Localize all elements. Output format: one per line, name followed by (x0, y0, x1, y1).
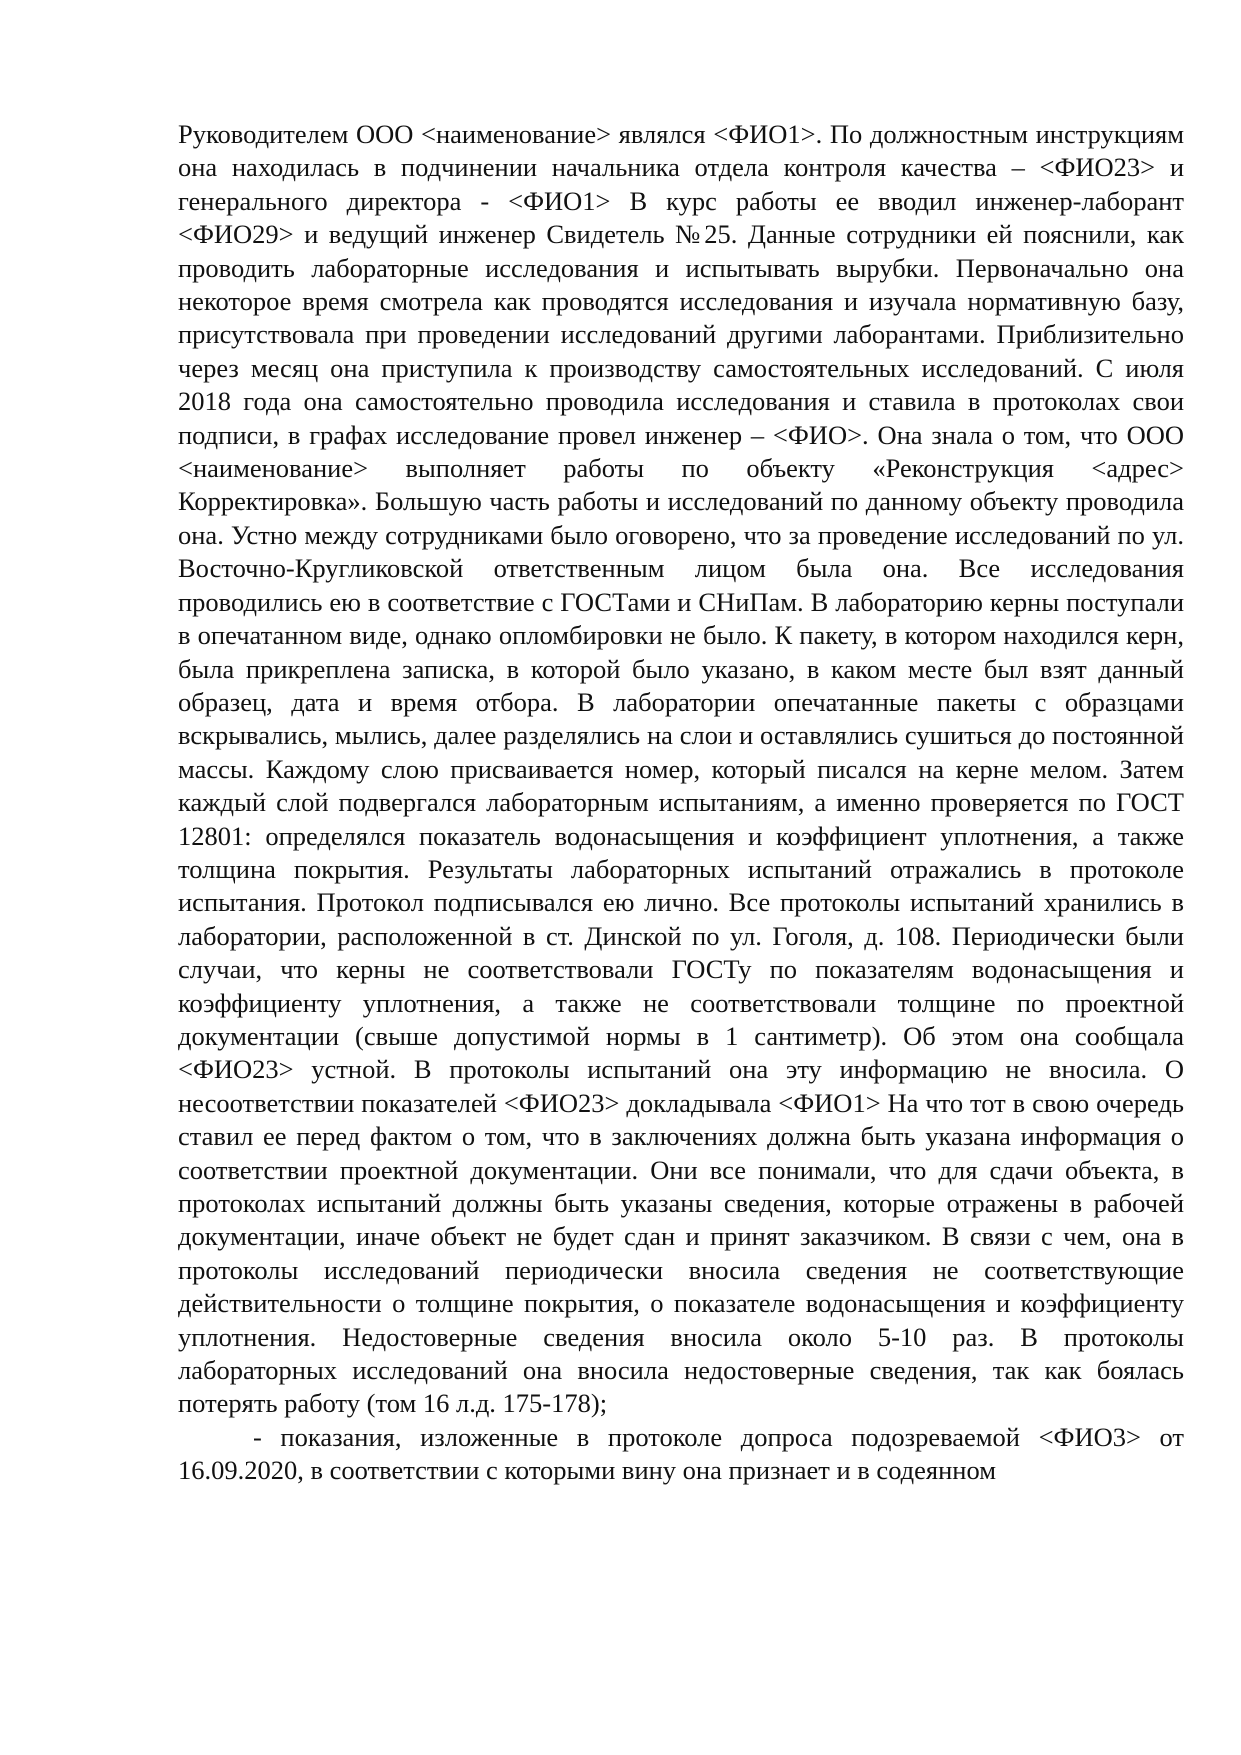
paragraph-interrogation: - показания, изложенные в протоколе допроса подозреваемой <ФИО3> от 16.09.2020, в соответствии с которыми вину она признает и в содеянном (178, 1421, 1184, 1486)
paragraph-testimony: Руководителем ООО <наименование> являлся <ФИО1>. По должностным инструкциям она находилась в подчинении начальника отдела контроля качества – <ФИО23> и генерального директора - <ФИО1> В курс работы ее вводил инженер-лаборант <ФИО29> и ведущий инженер Свидетель №25. Данные сотрудники ей пояснили, как проводить лабораторные исследования и испытывать вырубки. Первоначально она некоторое время смотрела как проводятся исследования и изучала нормативную базу, присутствовала при проведении исследований другими лаборантами. Приблизительно через месяц она приступила к производству самостоятельных исследований. С июля 2018 года она самостоятельно проводила исследования и ставила в протоколах свои подписи, в графах исследование провел инженер – <ФИО>. Она знала о том, что ООО <наименование> выполняет работы по объекту «Реконструкция <адрес> Корректировка». Большую часть работы и исследований по данному объекту проводила она. Устно между сотрудниками было оговорено, что за проведение исследований по ул. Восточно-Кругликовской ответственным лицом была она. Все исследования проводились ею в соответствие с ГОСТами и СНиПам. В лабораторию керны поступали в опечатанном виде, однако опломбировки не было. К пакету, в котором находился керн, была прикреплена записка, в которой было указано, в каком месте был взят данный образец, дата и время отбора. В лаборатории опечатанные пакеты с образцами вскрывались, мылись, далее разделялись на слои и оставлялись сушиться до постоянной массы. Каждому слою присваивается номер, который писался на керне мелом. Затем каждый слой подвергался лабораторным испытаниям, а именно проверяется по ГОСТ 12801: определялся показатель водонасыщения и коэффициент уплотнения, а также толщина покрытия. Результаты лабораторных испытаний отражались в протоколе испытания. Протокол подписывался ею лично. Все протоколы испытаний хранились в лаборатории, расположенной в ст. Динской по ул. Гоголя, д. 108. Периодически были случаи, что керны не соответствовали ГОСТу по показателям водонасыщения и коэффициенту уплотнения, а также не соответствовали толщине по проектной документации (свыше допустимой нормы в 1 сантиметр). Об этом она сообщала <ФИО23> устной. В протоколы испытаний она эту информацию не вносила. О несоответствии показателей <ФИО23> докладывала <ФИО1> На что тот в свою очередь ставил ее перед фактом о том, что в заключениях должна быть указана информация о соответствии проектной документации. Они все понимали, что для сдачи объекта, в протоколах испытаний должны быть указаны сведения, которые отражены в рабочей документации, иначе объект не будет сдан и принят заказчиком. В связи с чем, она в протоколы исследований периодически вносила сведения не соответствующие действительности о толщине покрытия, о показателе водонасыщения и коэффициенту уплотнения. Недостоверные сведения вносила около 5-10 раз. В протоколы лабораторных исследований она вносила недостоверные сведения, так как боялась потерять работу (том 16 л.д. 175-178); (178, 119, 1184, 1419)
document-body (178, 118, 1184, 1488)
